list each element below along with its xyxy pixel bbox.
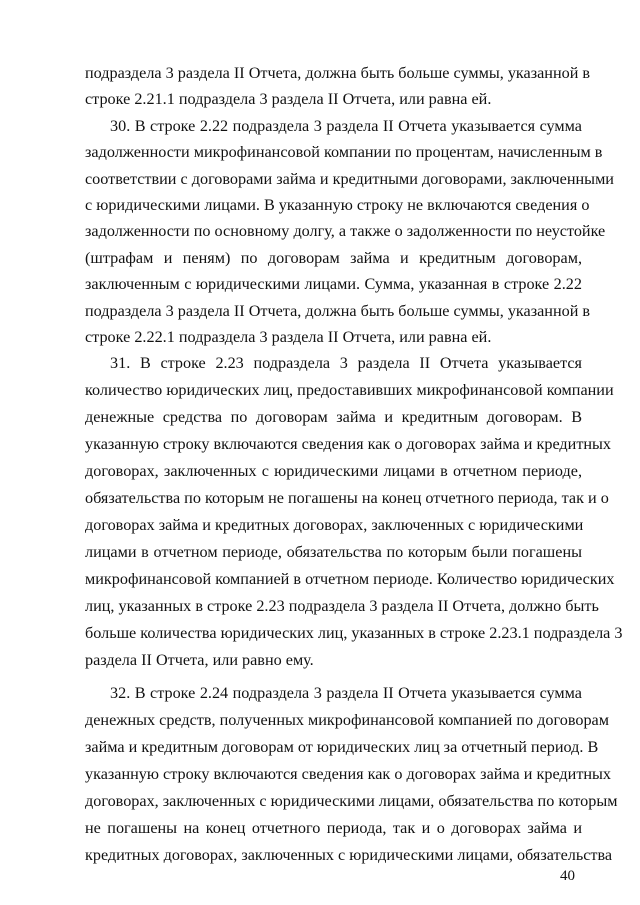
paragraph-3-line: договорах, заключенных с юридическими лицами, обязательства по которым <box>85 792 618 810</box>
paragraph-2-line: лиц, указанных в строке 2.23 подраздела 3 раздела II Отчета, должно быть <box>85 597 599 615</box>
paragraph-2-line: договорах, заключенных с юридическими лицами в отчетном периоде, <box>85 462 582 480</box>
paragraph-1-line: соответствии с договорами займа и кредитными договорами, заключенными <box>85 169 614 188</box>
text-block-item-31 <box>85 350 623 674</box>
text-block-continuation-and-item-30 <box>85 60 614 350</box>
paragraph-3-line: займа и кредитным договорам от юридических лиц за отчетный период. В <box>85 738 599 756</box>
paragraph-2-line: больше количества юридических лиц, указанных в строке 2.23.1 подраздела 3 <box>85 624 623 642</box>
paragraph-0-line: строке 2.21.1 подраздела 3 раздела II Отчета, или равна ей. <box>85 90 492 109</box>
paragraph-3-line: денежных средств, полученных микрофинансовой компанией по договорам <box>85 711 609 729</box>
paragraph-2-line: раздела II Отчета, или равно ему. <box>85 651 314 669</box>
paragraph-2-line: лицами в отчетном периоде, обязательства по которым были погашены <box>85 543 582 561</box>
paragraph-1-line: с юридическими лицами. В указанную строку не включаются сведения о <box>85 195 590 214</box>
paragraph-2-line: договорах займа и кредитных договорах, заключенных с юридическими <box>85 516 584 534</box>
paragraph-2-line: количество юридических лиц, предоставивших микрофинансовой компании <box>85 381 614 399</box>
paragraph-1-line: задолженности микрофинансовой компании по процентам, начисленным в <box>85 143 603 162</box>
paragraph-1-line: заключенным с юридическими лицами. Сумма, указанная в строке 2.22 <box>85 275 582 294</box>
paragraph-1-line: подраздела 3 раздела II Отчета, должна быть больше суммы, указанной в <box>85 301 591 320</box>
paragraph-3-line: кредитных договорах, заключенных с юридическими лицами, обязательства <box>85 846 613 864</box>
paragraph-1-line: задолженности по основному долгу, а также о задолженности по неустойке <box>85 222 606 241</box>
paragraph-1-line: 30. В строке 2.22 подраздела 3 раздела II Отчета указывается сумма <box>110 116 582 135</box>
paragraph-3-line: 32. В строке 2.24 подраздела 3 раздела II Отчета указывается сумма <box>110 684 582 702</box>
paragraph-2-line: денежные средства по договорам займа и кредитным договорам. В <box>85 408 582 426</box>
paragraph-2-line: обязательства по которым не погашены на конец отчетного периода, так и о <box>85 489 609 507</box>
page-number: 40 <box>560 868 575 884</box>
paragraph-2-line: указанную строку включаются сведения как о договорах займа и кредитных <box>85 435 612 453</box>
paragraph-0-line: подраздела 3 раздела II Отчета, должна быть больше суммы, указанной в <box>85 64 591 82</box>
paragraph-1-line: строке 2.22.1 подраздела 3 раздела II Отчета, или равна ей. <box>85 327 492 346</box>
text-block-item-32 <box>85 680 618 869</box>
paragraph-3-line: не погашены на конец отчетного периода, так и о договорах займа и <box>85 819 582 837</box>
paragraph-2-line: микрофинансовой компанией в отчетном периоде. Количество юридических <box>85 570 615 588</box>
paragraph-1-line: (штрафам и пеням) по договорам займа и кредитным договорам, <box>85 248 582 267</box>
paragraph-3-line: указанную строку включаются сведения как о договорах займа и кредитных <box>85 765 612 783</box>
paragraph-2-line: 31. В строке 2.23 подраздела 3 раздела II Отчета указывается <box>110 354 582 372</box>
